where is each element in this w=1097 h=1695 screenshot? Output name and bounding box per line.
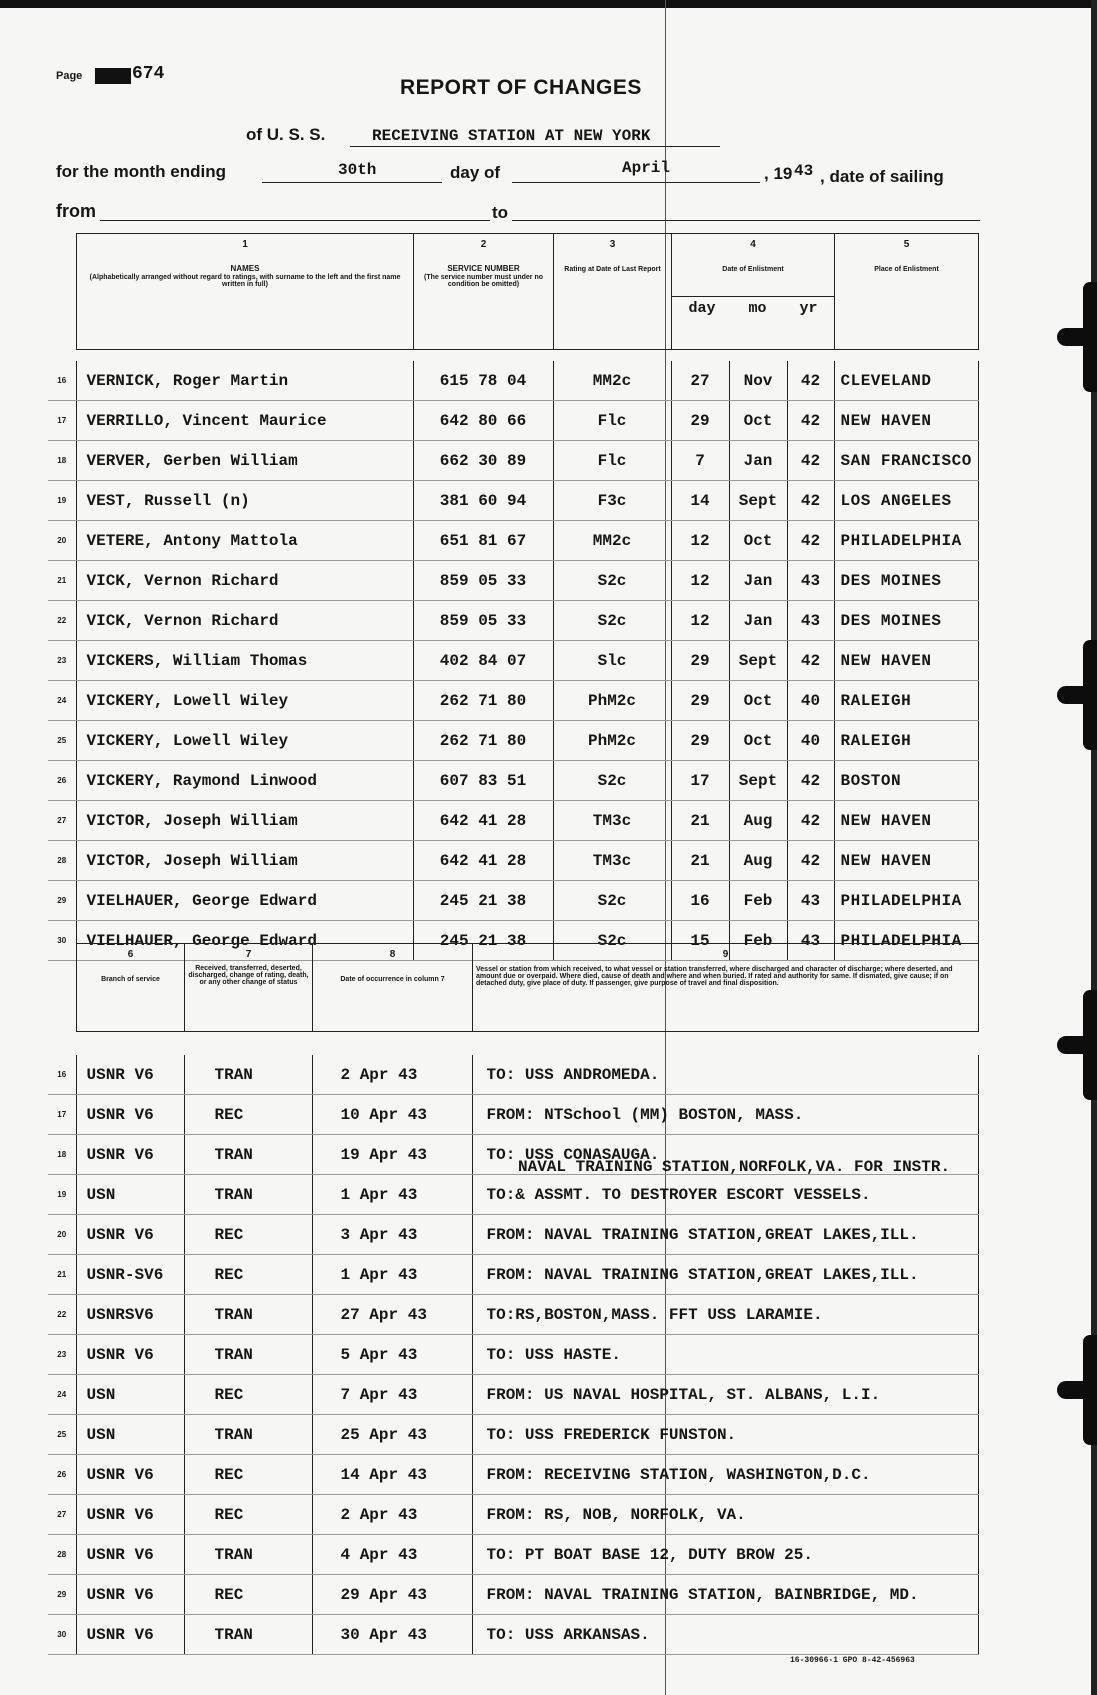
service-number: 662 30 89 [413,441,553,481]
enlist-year: 42 [787,841,834,881]
change-of-status: REC [184,1255,312,1295]
sailor-name: VIELHAUER, George Edward [76,921,413,961]
date-of-occurrence: 3 Apr 43 [312,1215,472,1255]
year-prefix: , 19 [764,164,793,183]
row-number: 19 [48,481,76,521]
remarks: FROM: NTSchool (MM) BOSTON, MASS. [472,1095,978,1135]
place-of-enlistment: NEW HAVEN [834,641,978,681]
enlistment-table [48,361,979,961]
row-number: 25 [48,1415,76,1455]
branch-of-service: USNR V6 [76,1095,184,1135]
remarks: TO: USS FREDERICK FUNSTON. [472,1415,978,1455]
enlist-day: 29 [671,721,729,761]
month-ending-label: for the month ending [56,162,226,181]
table-row [48,801,978,841]
remarks: FROM: NAVAL TRAINING STATION,GREAT LAKES,ILL. [472,1255,978,1295]
row-number: 27 [48,801,76,841]
sailor-name: VICTOR, Joseph William [76,841,413,881]
enlist-month: Sept [729,761,787,801]
place-of-enlistment: DES MOINES [834,601,978,641]
remarks: FROM: NAVAL TRAINING STATION,GREAT LAKES,ILL. [472,1215,978,1255]
changes-table [48,1055,979,1655]
row-number: 20 [48,521,76,561]
service-number: 381 60 94 [413,481,553,521]
rating: MM2c [553,361,671,401]
remarks: FROM: US NAVAL HOSPITAL, ST. ALBANS, L.I. [472,1375,978,1415]
service-number: 262 71 80 [413,721,553,761]
table-row [48,1255,978,1295]
enlist-month: Oct [729,521,787,561]
date-of-occurrence: 19 Apr 43 [312,1135,472,1175]
service-number: 651 81 67 [413,521,553,561]
rating: PhM2c [553,721,671,761]
enlist-day: 29 [671,401,729,441]
row-number: 16 [48,361,76,401]
branch-of-service: USNR-SV6 [76,1255,184,1295]
date-of-occurrence: 7 Apr 43 [312,1375,472,1415]
col-service-number-header: 2 SERVICE NUMBER (The service number must under no condition be omitted) [414,234,554,350]
enlist-day: 27 [671,361,729,401]
table-row [48,1535,978,1575]
rating: TM3c [553,841,671,881]
table-row [48,1415,978,1455]
report-year: 43 [794,162,814,180]
binder-ring-icon [1057,990,1097,1100]
rating: Flc [553,441,671,481]
branch-of-service: USNR V6 [76,1055,184,1095]
branch-of-service: USN [76,1175,184,1215]
row-number: 26 [48,761,76,801]
col-branch-header: 6 Branch of service [77,944,185,1032]
sailor-name: VERVER, Gerben William [76,441,413,481]
page-label: Page [56,70,83,82]
sailor-name: VICK, Vernon Richard [76,561,413,601]
sailor-name: VERNICK, Roger Martin [76,361,413,401]
table-row [48,561,978,601]
date-of-occurrence: 29 Apr 43 [312,1575,472,1615]
row-number: 27 [48,1495,76,1535]
place-of-enlistment: RALEIGH [834,681,978,721]
sailor-name: VICKERS, William Thomas [76,641,413,681]
sailor-name: VIELHAUER, George Edward [76,881,413,921]
table-row [48,1095,978,1135]
remarks: TO: USS ARKANSAS. [472,1615,978,1655]
enlist-month: Sept [729,641,787,681]
enlist-day: 14 [671,481,729,521]
row-number: 22 [48,601,76,641]
enlist-day: 16 [671,881,729,921]
table-row [48,641,978,681]
enlist-year: 42 [787,521,834,561]
service-number: 642 41 28 [413,801,553,841]
col-date-header: 8 Date of occurrence in column 7 [313,944,473,1032]
row-number: 18 [48,441,76,481]
enlist-day: 15 [671,921,729,961]
rating: S2c [553,921,671,961]
branch-of-service: USN [76,1375,184,1415]
table-row [48,761,978,801]
row-number: 23 [48,641,76,681]
table-row [48,1455,978,1495]
date-of-occurrence: 25 Apr 43 [312,1415,472,1455]
sailor-name: VICK, Vernon Richard [76,601,413,641]
enlist-day: 7 [671,441,729,481]
change-of-status: REC [184,1215,312,1255]
row-number: 30 [48,1615,76,1655]
enlist-day: 29 [671,641,729,681]
branch-of-service: USNR V6 [76,1535,184,1575]
date-of-occurrence: 4 Apr 43 [312,1535,472,1575]
branch-of-service: USNR V6 [76,1335,184,1375]
enlist-day: 21 [671,801,729,841]
change-of-status: TRAN [184,1535,312,1575]
place-of-enlistment: NEW HAVEN [834,801,978,841]
date-of-occurrence: 14 Apr 43 [312,1455,472,1495]
date-of-occurrence: 2 Apr 43 [312,1495,472,1535]
date-of-occurrence: 27 Apr 43 [312,1295,472,1335]
place-of-enlistment: PHILADELPHIA [834,521,978,561]
row-number: 24 [48,1375,76,1415]
place-of-enlistment: BOSTON [834,761,978,801]
service-number: 607 83 51 [413,761,553,801]
enlist-month: Feb [729,921,787,961]
bottom-column-headers [76,943,979,1032]
change-of-status: TRAN [184,1055,312,1095]
enlist-month: Feb [729,881,787,921]
change-of-status: REC [184,1095,312,1135]
branch-of-service: USNR V6 [76,1495,184,1535]
place-of-enlistment: LOS ANGELES [834,481,978,521]
rating: S2c [553,561,671,601]
col-change-header: 7 Received, transferred, deserted, discharged, change of rating, death, or any other change of status [185,944,313,1032]
branch-of-service: USNR V6 [76,1135,184,1175]
table-row [48,1495,978,1535]
table-row [48,1375,978,1415]
remarks: TO: USS CONASAUGA. [472,1135,978,1175]
place-of-enlistment: NEW HAVEN [834,841,978,881]
to-label: to [492,203,509,222]
rating: S2c [553,881,671,921]
change-of-status: TRAN [184,1135,312,1175]
remarks: FROM: RECEIVING STATION, WASHINGTON,D.C. [472,1455,978,1495]
remarks: TO:& ASSMT. TO DESTROYER ESCORT VESSELS. [472,1175,978,1215]
place-of-enlistment: PHILADELPHIA [834,921,978,961]
change-of-status: TRAN [184,1175,312,1215]
rating: MM2c [553,521,671,561]
enlist-year: 40 [787,681,834,721]
col-names-header: 1 NAMES (Alphabetically arranged without regard to ratings, with surname to the left and the first name written in full) [77,234,414,350]
col-rating-header: 3 Rating at Date of Last Report [554,234,672,350]
rating: PhM2c [553,681,671,721]
service-number: 245 21 38 [413,921,553,961]
change-of-status: TRAN [184,1335,312,1375]
table-row [48,721,978,761]
enlist-day: 29 [671,681,729,721]
enlist-month: Jan [729,441,787,481]
sailor-name: VICKERY, Raymond Linwood [76,761,413,801]
enlist-day-label: day [688,299,716,317]
report-title: REPORT OF CHANGES [400,76,642,99]
rating: Flc [553,401,671,441]
col-enlistment-header: 4 Date of Enlistment day mo yr [672,234,835,350]
change-of-status: REC [184,1575,312,1615]
service-number: 402 84 07 [413,641,553,681]
enlist-year-label: yr [799,299,818,317]
change-of-status: TRAN [184,1415,312,1455]
row-number: 17 [48,1095,76,1135]
row-number: 29 [48,1575,76,1615]
top-column-headers [76,233,979,350]
form-footer-code: 16-30966-1 GPO 8-42-456963 [790,1656,915,1665]
row-number: 18 [48,1135,76,1175]
row-number: 16 [48,1055,76,1095]
ship-name: RECEIVING STATION AT NEW YORK [372,127,651,145]
row-number: 28 [48,1535,76,1575]
row-number: 19 [48,1175,76,1215]
remarks: TO: USS HASTE. [472,1335,978,1375]
enlist-year: 40 [787,721,834,761]
enlist-year: 43 [787,921,834,961]
enlist-year: 42 [787,761,834,801]
rating: S2c [553,761,671,801]
table-row [48,361,978,401]
row-number: 24 [48,681,76,721]
table-row [48,841,978,881]
service-number: 262 71 80 [413,681,553,721]
enlist-year: 43 [787,881,834,921]
branch-of-service: USNRSV6 [76,1295,184,1335]
sailor-name: VETERE, Antony Mattola [76,521,413,561]
enlist-year: 42 [787,641,834,681]
service-number: 642 41 28 [413,841,553,881]
table-row [48,441,978,481]
table-row [48,1295,978,1335]
place-of-enlistment: PHILADELPHIA [834,881,978,921]
branch-of-service: USN [76,1415,184,1455]
table-row [48,1615,978,1655]
change-of-status: REC [184,1495,312,1535]
enlist-month: Oct [729,721,787,761]
rating: F3c [553,481,671,521]
from-label: from [56,201,96,221]
enlist-month: Sept [729,481,787,521]
enlist-month: Oct [729,401,787,441]
enlist-day: 17 [671,761,729,801]
row-number: 26 [48,1455,76,1495]
table-row [48,1575,978,1615]
service-number: 859 05 33 [413,601,553,641]
enlist-month: Jan [729,601,787,641]
enlist-year: 42 [787,481,834,521]
day-of-label: day of [450,163,501,182]
page-number-redaction [95,68,131,84]
table-row [48,681,978,721]
sailor-name: VEST, Russell (n) [76,481,413,521]
sailor-name: VICKERY, Lowell Wiley [76,721,413,761]
row-number: 20 [48,1215,76,1255]
enlist-year: 43 [787,561,834,601]
date-of-occurrence: 5 Apr 43 [312,1335,472,1375]
row-number: 22 [48,1295,76,1335]
sailor-name: VICKERY, Lowell Wiley [76,681,413,721]
date-of-occurrence: 2 Apr 43 [312,1055,472,1095]
table-row [48,1215,978,1255]
remarks: TO: PT BOAT BASE 12, DUTY BROW 25. [472,1535,978,1575]
date-of-sailing-label: , date of sailing [820,167,944,186]
service-number: 859 05 33 [413,561,553,601]
binder-ring-icon [1057,640,1097,750]
date-of-occurrence: 1 Apr 43 [312,1255,472,1295]
enlist-month: Jan [729,561,787,601]
enlist-month: Nov [729,361,787,401]
enlist-day: 21 [671,841,729,881]
remarks: TO: USS ANDROMEDA. [472,1055,978,1095]
page-number: 674 [132,64,165,84]
enlist-day: 12 [671,521,729,561]
table-row [48,881,978,921]
change-of-status: REC [184,1375,312,1415]
row-number: 17 [48,401,76,441]
place-of-enlistment: DES MOINES [834,561,978,601]
row-number: 21 [48,561,76,601]
table-row [48,601,978,641]
remarks: TO:RS,BOSTON,MASS. FFT USS LARAMIE. [472,1295,978,1335]
col-place-header: 5 Place of Enlistment [835,234,979,350]
place-of-enlistment: NEW HAVEN [834,401,978,441]
date-of-occurrence: 30 Apr 43 [312,1615,472,1655]
table-row [48,1175,978,1215]
sailor-name: VERRILLO, Vincent Maurice [76,401,413,441]
enlist-day: 12 [671,561,729,601]
change-of-status: REC [184,1455,312,1495]
enlist-year: 42 [787,801,834,841]
branch-of-service: USNR V6 [76,1575,184,1615]
enlist-year: 42 [787,361,834,401]
table-row [48,481,978,521]
branch-of-service: USNR V6 [76,1455,184,1495]
table-row [48,521,978,561]
table-row [48,1055,978,1095]
service-number: 642 80 66 [413,401,553,441]
rating: Slc [553,641,671,681]
row-number: 30 [48,921,76,961]
enlist-day: 12 [671,601,729,641]
place-of-enlistment: CLEVELAND [834,361,978,401]
sailor-name: VICTOR, Joseph William [76,801,413,841]
date-of-occurrence: 1 Apr 43 [312,1175,472,1215]
binder-ring-icon [1057,282,1097,392]
enlist-month: Aug [729,801,787,841]
col-remarks-header: 9 Vessel or station from which received, to what vessel or station transferred, where discharged and character of discharge; where deserted, and amount due or overpaid. Where died, cause of death and where and when buried. If rated and authority for same. If dismated, give cause; if on detached duty, give place of duty. If passenger, give purpose of travel and final disposition. [473,944,979,1032]
report-month: April [622,159,671,177]
remarks: FROM: RS, NOB, NORFOLK, VA. [472,1495,978,1535]
enlist-year: 42 [787,401,834,441]
rating: S2c [553,601,671,641]
place-of-enlistment: SAN FRANCISCO [834,441,978,481]
row-number: 28 [48,841,76,881]
change-of-status: TRAN [184,1295,312,1335]
enlist-year: 43 [787,601,834,641]
remarks-continuation: NAVAL TRAINING STATION,NORFOLK,VA. FOR INSTR. [518,1158,951,1176]
row-number: 29 [48,881,76,921]
binder-ring-icon [1057,1335,1097,1445]
date-of-occurrence: 10 Apr 43 [312,1095,472,1135]
rating: TM3c [553,801,671,841]
row-number: 21 [48,1255,76,1295]
remarks: FROM: NAVAL TRAINING STATION, BAINBRIDGE, MD. [472,1575,978,1615]
scan-top-edge [0,0,1097,8]
place-of-enlistment: RALEIGH [834,721,978,761]
table-row [48,1335,978,1375]
table-row [48,401,978,441]
change-of-status: TRAN [184,1615,312,1655]
enlist-month: Aug [729,841,787,881]
branch-of-service: USNR V6 [76,1615,184,1655]
report-day: 30th [338,161,377,179]
row-number: 25 [48,721,76,761]
row-number: 23 [48,1335,76,1375]
enlist-month-label: mo [748,299,767,317]
service-number: 615 78 04 [413,361,553,401]
service-number: 245 21 38 [413,881,553,921]
enlist-year: 42 [787,441,834,481]
of-uss-label: of U. S. S. [246,125,326,144]
branch-of-service: USNR V6 [76,1215,184,1255]
enlist-month: Oct [729,681,787,721]
